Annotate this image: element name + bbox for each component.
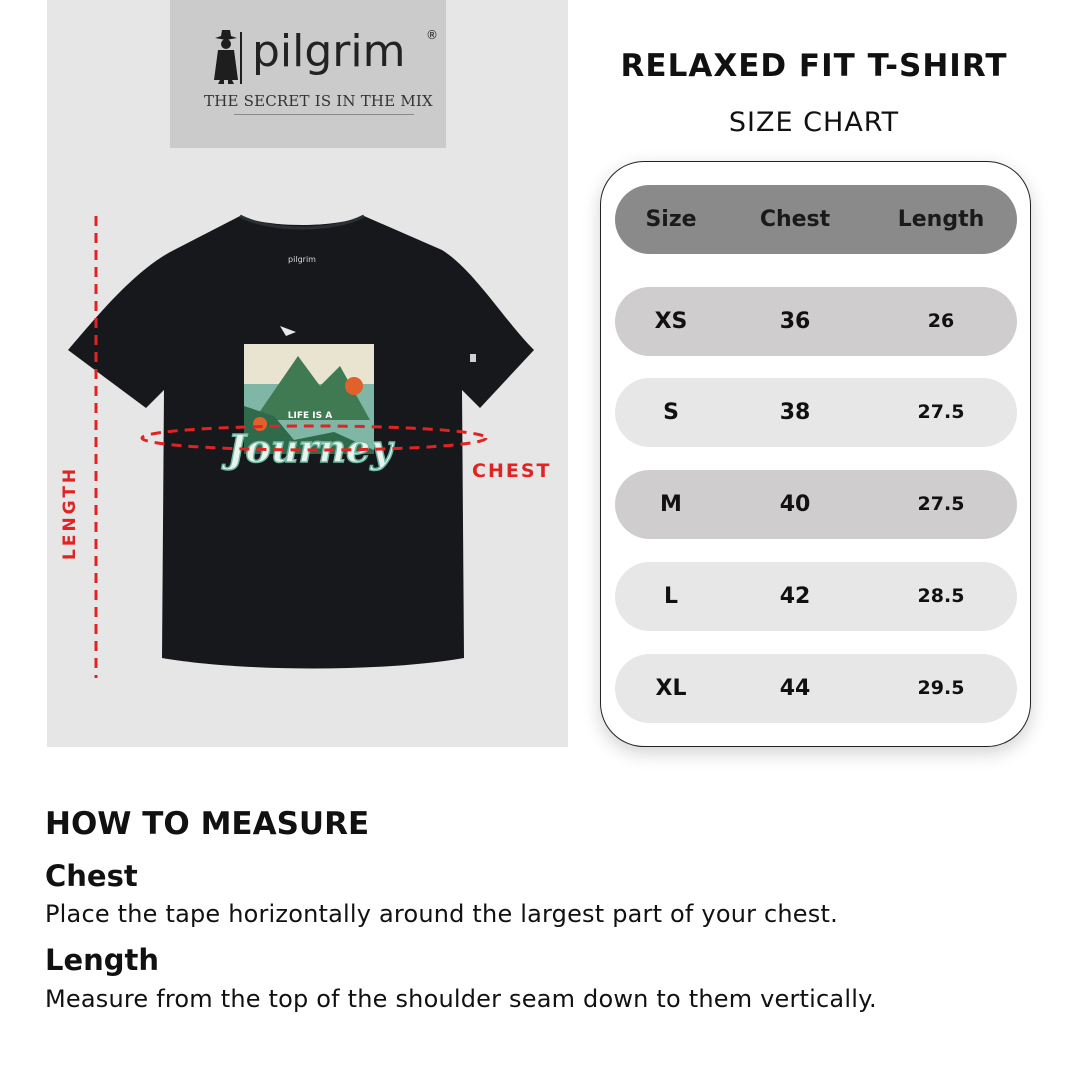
- size-cell: L: [663, 584, 679, 609]
- header-length: Length: [897, 207, 985, 232]
- print-text-script: Journey: [227, 426, 393, 471]
- how-to-measure-title: HOW TO MEASURE: [45, 806, 370, 842]
- chest-label: CHEST: [472, 460, 552, 482]
- size-cell: S: [663, 400, 679, 425]
- header-chest: Chest: [759, 207, 831, 232]
- chest-cell: 40: [779, 492, 811, 517]
- registered-mark: ®: [426, 28, 438, 42]
- length-label: LENGTH: [60, 465, 80, 560]
- table-row: [615, 287, 1017, 356]
- chart-title: RELAXED FIT T-SHIRT: [620, 48, 1008, 84]
- chest-cell: 38: [779, 400, 811, 425]
- size-cell: XL: [655, 676, 687, 701]
- size-cell: XS: [654, 309, 688, 334]
- length-instructions: Measure from the top of the shoulder seam down to them vertically.: [45, 985, 877, 1013]
- length-cell: 29.5: [917, 677, 965, 699]
- header-size: Size: [645, 207, 697, 232]
- sleeve-tag: [470, 354, 476, 362]
- size-cell: M: [660, 492, 682, 517]
- chest-cell: 42: [779, 584, 811, 609]
- table-row: [615, 562, 1017, 631]
- chest-instructions: Place the tape horizontally around the largest part of your chest.: [45, 900, 838, 928]
- chest-cell: 44: [779, 676, 811, 701]
- length-cell: 27.5: [917, 401, 965, 423]
- brand-tagline: THE SECRET IS IN THE MIX: [204, 92, 433, 110]
- table-header-row: [615, 185, 1017, 254]
- pilgrim-figure-icon: [204, 28, 248, 84]
- chest-cell: 36: [779, 309, 811, 334]
- length-heading: Length: [45, 943, 160, 977]
- chart-subtitle: SIZE CHART: [728, 107, 900, 138]
- chest-heading: Chest: [45, 859, 138, 893]
- table-row: [615, 654, 1017, 723]
- brand-logo: [170, 0, 446, 148]
- brand-name: pilgrim: [252, 26, 406, 77]
- table-row: [615, 378, 1017, 447]
- shirt-brand-label: pilgrim: [288, 255, 316, 264]
- print-text-top: LIFE IS A: [287, 411, 333, 421]
- tshirt-illustration: [64, 210, 554, 680]
- table-row: [615, 470, 1017, 539]
- tagline-divider: [234, 114, 414, 115]
- length-cell: 27.5: [917, 493, 965, 515]
- length-cell: 28.5: [917, 585, 965, 607]
- size-chart-table: [600, 161, 1031, 747]
- length-cell: 26: [927, 310, 955, 332]
